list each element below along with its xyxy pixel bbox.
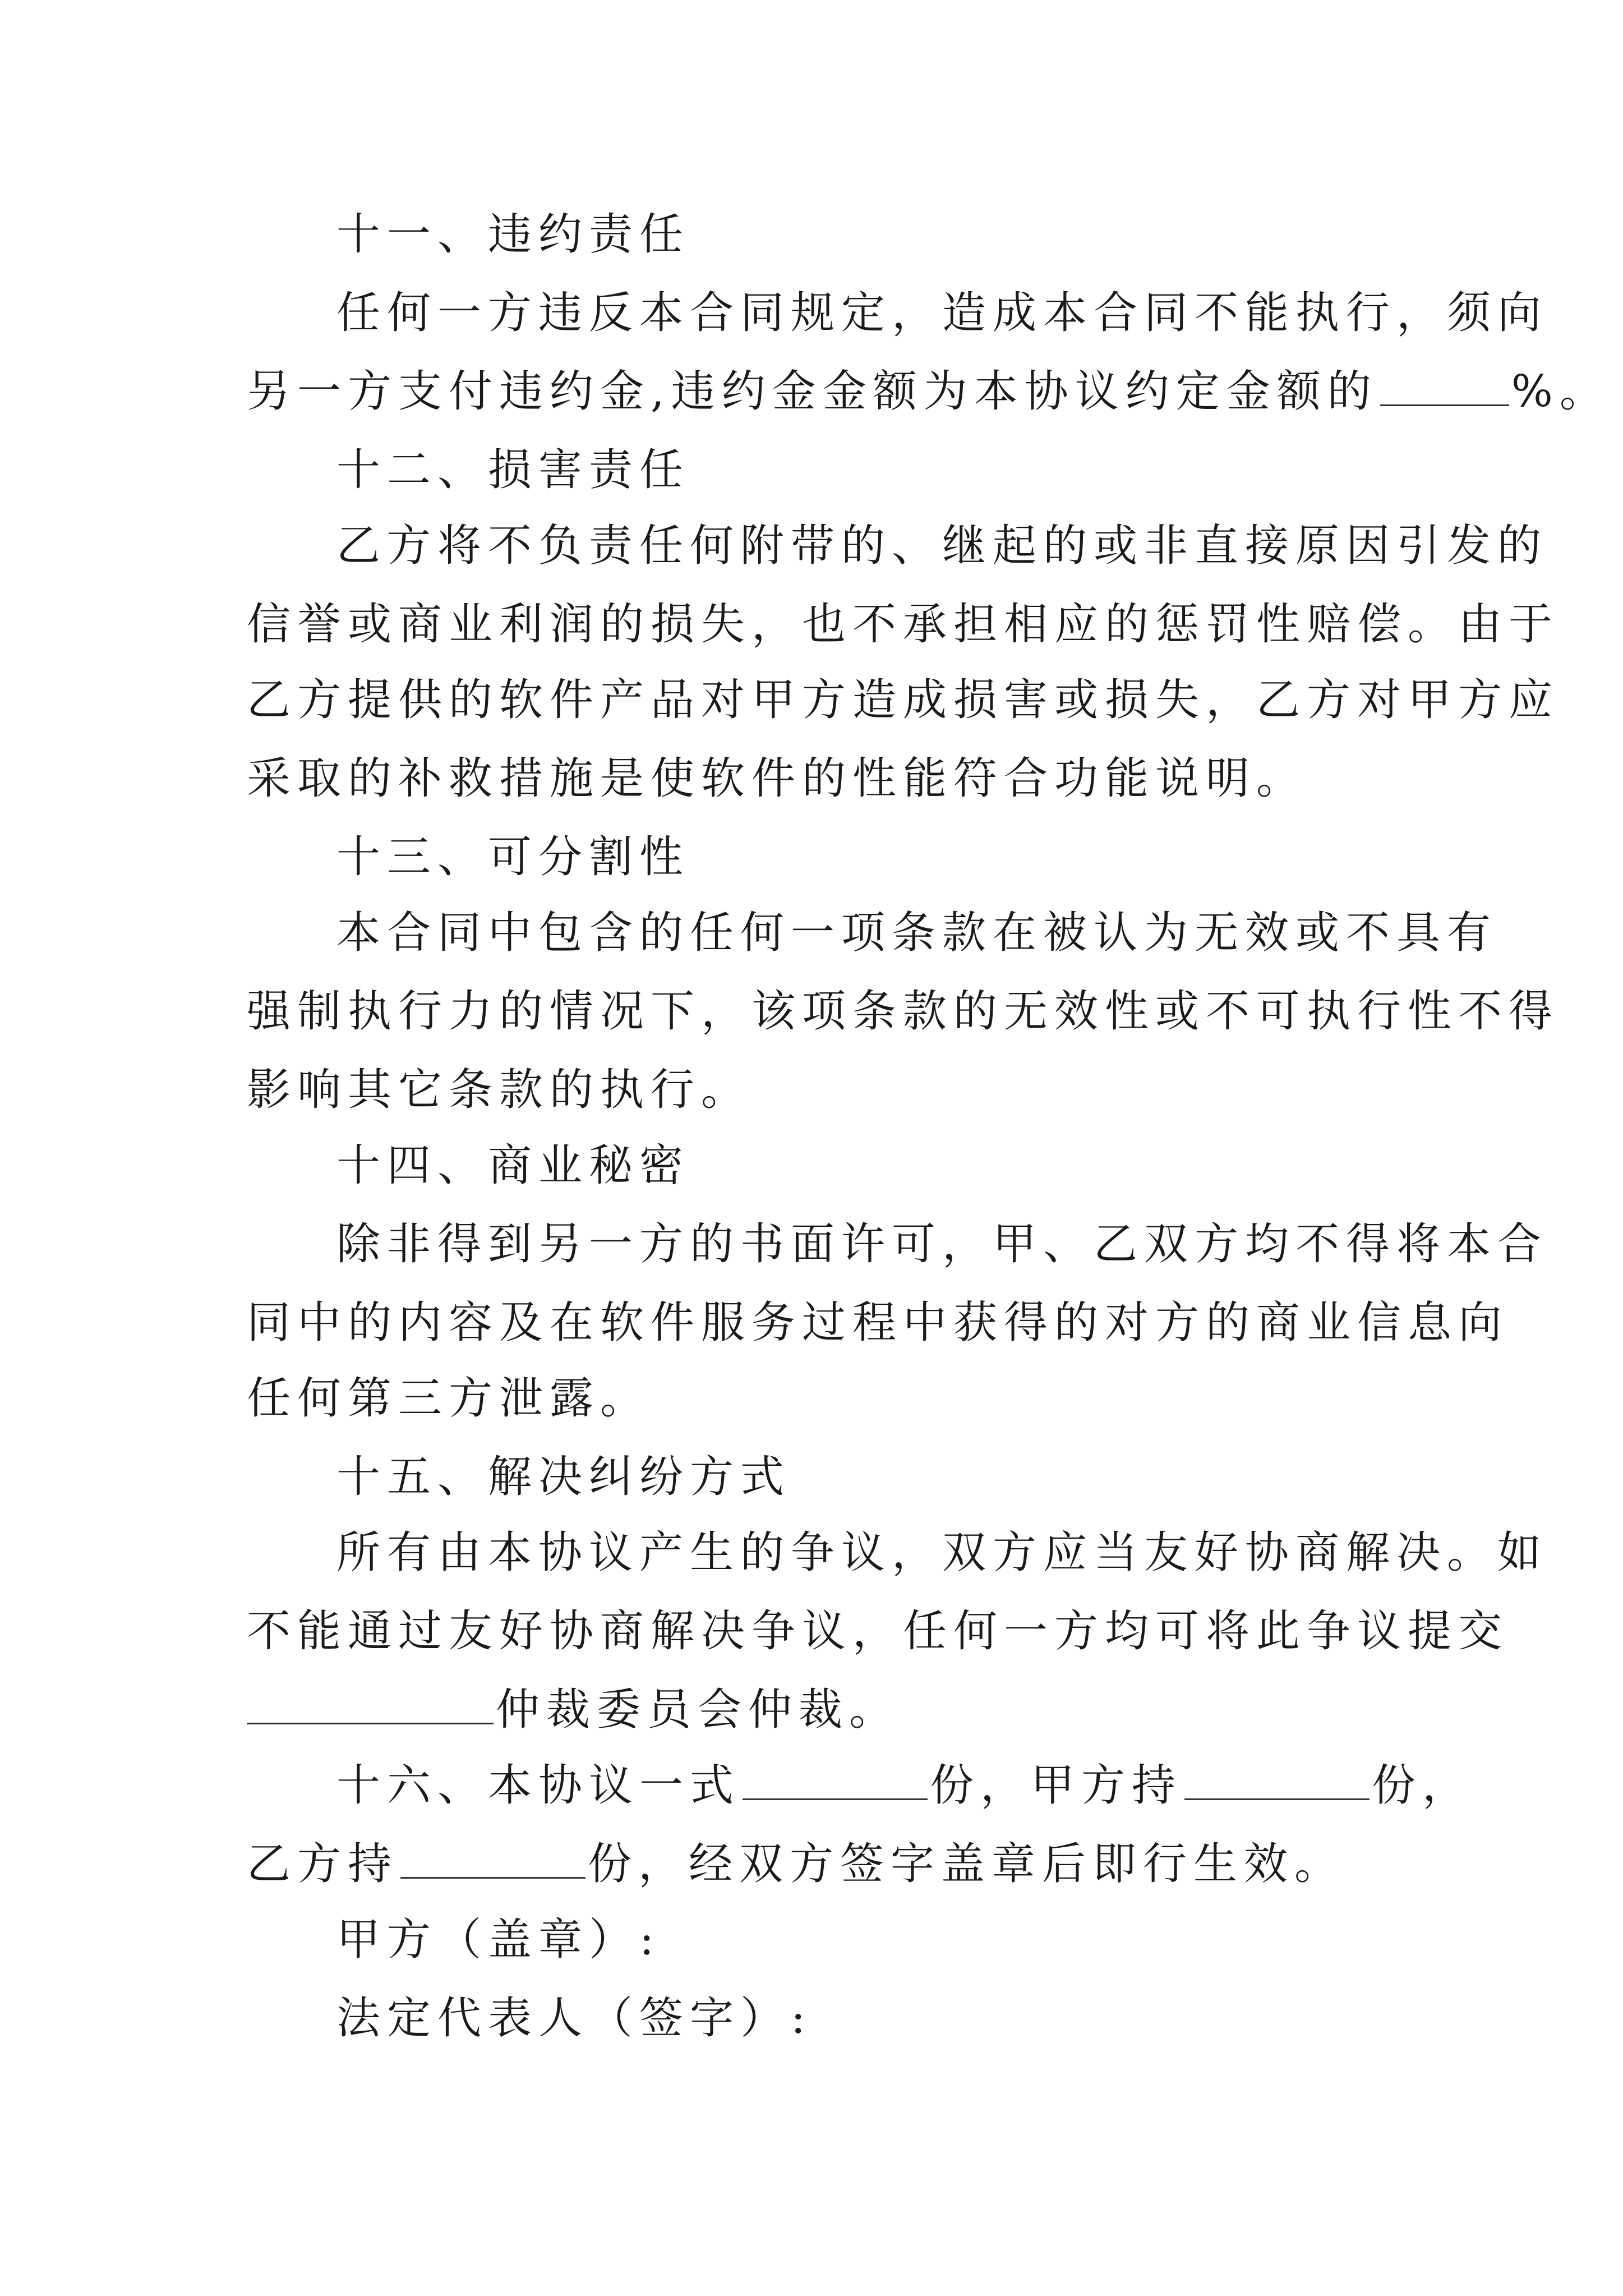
party-a-copies-blank[interactable] bbox=[1184, 1759, 1370, 1800]
clause-15-line1: 所有由本协议产生的争议，双方应当友好协商解决。如 bbox=[336, 1527, 1548, 1578]
penalty-percent-blank[interactable] bbox=[1380, 365, 1509, 406]
clause-16-line1 bbox=[336, 1759, 1473, 1812]
clause-16-line2 bbox=[247, 1837, 1345, 1891]
total-copies-blank[interactable] bbox=[743, 1759, 928, 1800]
clause-12-line3: 乙方提供的软件产品对甲方造成损害或损失，乙方对甲方应 bbox=[247, 675, 1560, 725]
clause-14-line2: 同中的内容及在软件服务过程中获得的对方的商业信息向 bbox=[247, 1297, 1509, 1348]
clause-16-part2: 份，甲方持 bbox=[930, 1760, 1183, 1811]
clause-16-part3: 份， bbox=[1372, 1760, 1473, 1811]
clause-11-line2-text: 另一方支付违约金,违约金金额为本协议约定金额的 bbox=[247, 366, 1378, 417]
clause-16-part1: 十六、本协议一式 bbox=[336, 1760, 741, 1811]
clause-12-line4: 采取的补救措施是使软件的性能符合功能说明。 bbox=[247, 753, 1307, 804]
clause-12-line2: 信誉或商业利润的损失，也不承担相应的惩罚性赔偿。由于 bbox=[247, 599, 1560, 650]
party-a-seal-label: 甲方（盖章）: bbox=[336, 1915, 661, 1965]
clause-15-line3-text: 仲裁委员会仲裁。 bbox=[496, 1685, 900, 1735]
clause-15-line2: 不能通过友好协商解决争议，任何一方均可将此争议提交 bbox=[247, 1606, 1509, 1657]
clause-15-heading: 十五、解决纠纷方式 bbox=[336, 1452, 791, 1502]
arbitration-committee-blank[interactable] bbox=[247, 1683, 494, 1724]
party-b-copies-blank[interactable] bbox=[400, 1838, 585, 1879]
clause-12-heading: 十二、损害责任 bbox=[336, 445, 690, 495]
clause-13-heading: 十三、可分割性 bbox=[336, 832, 690, 882]
clause-11-heading: 十一、违约责任 bbox=[336, 209, 690, 260]
clause-13-line2: 强制执行力的情况下，该项条款的无效性或不可执行性不得 bbox=[247, 986, 1560, 1037]
clause-13-line1: 本合同中包含的任何一项条款在被认为无效或不具有 bbox=[336, 908, 1498, 958]
clause-12-line1: 乙方将不负责任何附带的、继起的或非直接原因引发的 bbox=[336, 521, 1548, 571]
legal-representative-label: 法定代表人（签字）: bbox=[336, 1993, 813, 2044]
clause-15-line3 bbox=[247, 1683, 900, 1737]
clause-16-line2-suffix: 份，经双方签字盖章后即行生效。 bbox=[588, 1839, 1345, 1889]
clause-14-line3: 任何第三方泄露。 bbox=[247, 1373, 651, 1424]
clause-11-line2-suffix: %。 bbox=[1511, 366, 1610, 417]
clause-11-line2 bbox=[247, 365, 1610, 418]
clause-14-heading: 十四、商业秘密 bbox=[336, 1140, 690, 1191]
clause-14-line1: 除非得到另一方的书面许可，甲、乙双方均不得将本合 bbox=[336, 1219, 1548, 1269]
clause-11-line1: 任何一方违反本合同规定，造成本合同不能执行，须向 bbox=[336, 288, 1548, 338]
clause-16-line2-text: 乙方持 bbox=[247, 1839, 399, 1889]
clause-13-line3: 影响其它条款的执行。 bbox=[247, 1065, 752, 1115]
